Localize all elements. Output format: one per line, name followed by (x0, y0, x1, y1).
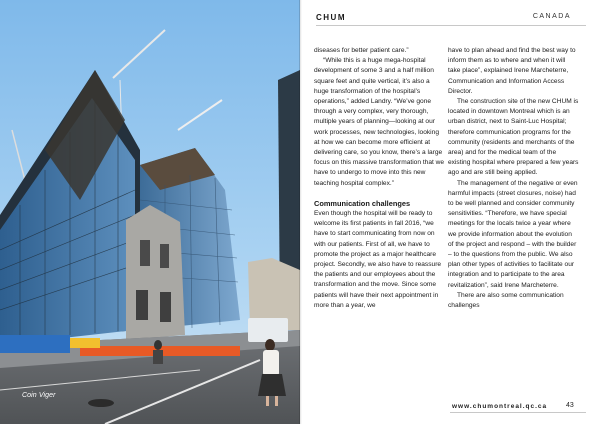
footer-url: www.chumontreal.qc.ca (452, 403, 548, 410)
article-column-left (314, 46, 445, 311)
article-page (302, 0, 600, 424)
article-paragraph: The management of the negative or even harmful impacts (street closures, noise) had to be well planned and consider community sensitivities. “Therefore, we have special meetings for the locals twice a year where we provide information about the evolution of the project and respond – with the builder – to the questions from the public. We also plan other types of activities to facilitate our integration and to participate to the area revitalization”, said Irene Marcheterre. (448, 179, 578, 289)
photo-credit: Coin Viger (22, 392, 56, 399)
header-divider (316, 25, 586, 26)
article-paragraph: have to plan ahead and find the best way to inform them as to where and when it will take place”, explained Irene Marcheterre, Communication and Information Access Director. (448, 47, 576, 95)
article-paragraph: diseases for better patient care.” (314, 47, 409, 54)
page-number: 43 (566, 402, 574, 409)
article-paragraph: Even though the hospital will be ready to welcome its first patients in fall 2016, “we have to start communicating from now on with our patients. First of all, we have to promote the project as a major healthcare project. Secondly, we also have to reassure the patients and our employees about the transformation and the move. Since some patients will have their next appointment in more than a year, we (314, 210, 442, 309)
footer-divider (450, 412, 586, 413)
header-country: CANADA (532, 13, 571, 20)
article-paragraph: The construction site of the new CHUM is located in downtown Montreal which is an urban district, next to Saint-Luc Hospital; therefore communication programs for the community (residents and merchants of the area) and for the medical team of the existing hospital where prepared a few years ago and are still being applied. (448, 98, 579, 177)
paragraph-spacer (314, 189, 445, 199)
article-column-right (448, 46, 579, 311)
article-paragraph: There are also some communication challenges (448, 291, 564, 310)
article-paragraph: “While this is a huge mega-hospital development of some 3 and a half million square feet and quite vertical, it’s also a huge transformation of the hospital’s operations,” added Landry. “We’ve gone through a very complex, very thorough, multiple years of planning—looking at our work processes, new technologies, looking at how we can become more efficient at delivering care, so you know, there’s a large focus on this massive transformation that we have to undergo to move into this new teaching hospital complex.” (314, 57, 445, 187)
section-subhead: Communication challenges (314, 198, 411, 208)
header-logo: CHUM (316, 13, 346, 22)
